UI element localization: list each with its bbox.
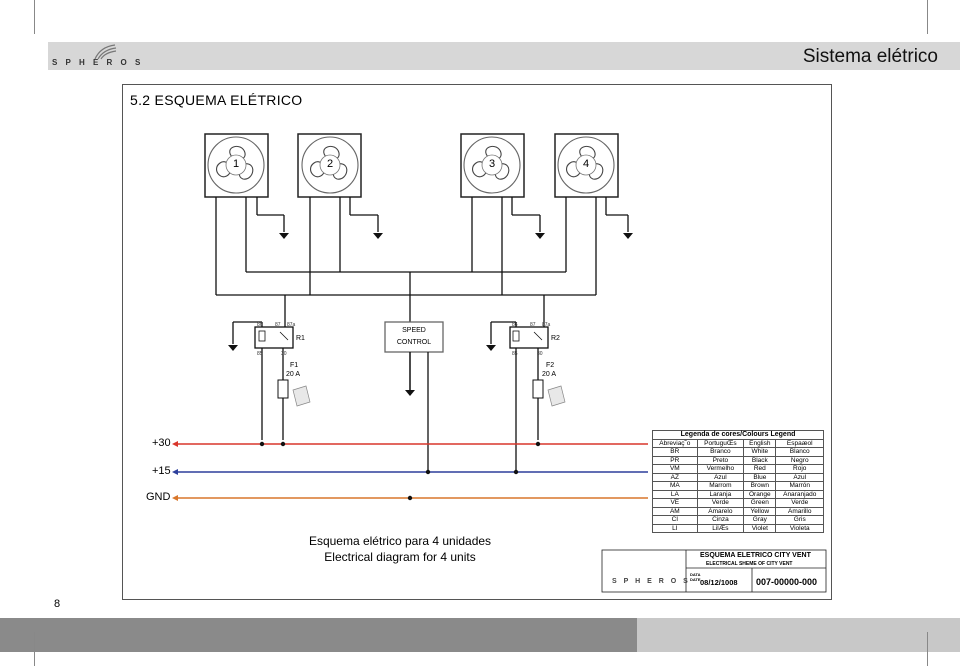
legend-cell: Verde <box>776 499 824 508</box>
legend-cell: Azul <box>776 473 824 482</box>
legend-cell: Blue <box>744 473 776 482</box>
relay-2-label: R2 <box>551 335 560 342</box>
legend-cell: Azul <box>697 473 744 482</box>
title-block-brand-logo: S P H E R O S <box>612 578 691 585</box>
legend-cell: Vermelho <box>697 465 744 474</box>
crop-mark-bottom-right <box>927 632 928 666</box>
svg-text:30: 30 <box>537 351 543 357</box>
legend-cell: AZ <box>653 473 698 482</box>
legend-cell: Black <box>744 456 776 465</box>
legend-cell: LI <box>653 524 698 533</box>
fan-label-4: 4 <box>582 158 590 170</box>
title-block-title: ESQUEMA ELETRICO CITY VENT <box>700 552 811 559</box>
svg-text:85: 85 <box>512 351 518 357</box>
legend-cell: Violeta <box>776 524 824 533</box>
fuse-2-rating: 20 A <box>542 371 557 378</box>
section-title: 5.2 ESQUEMA ELÉTRICO <box>130 92 303 108</box>
legend-cell: Preto <box>697 456 744 465</box>
legend-cell: Orange <box>744 490 776 499</box>
legend-cell: Amarelo <box>697 507 744 516</box>
legend-cell: Red <box>744 465 776 474</box>
legend-cell: Amarillo <box>776 507 824 516</box>
legend-cell: Gray <box>744 516 776 525</box>
caption-portuguese: Esquema elétrico para 4 unidades <box>308 534 492 548</box>
fuse-2-name: F2 <box>546 362 555 369</box>
page-title: Sistema elétrico <box>802 46 938 67</box>
title-block-subtitle: ELECTRICAL SHEME OF CITY VENT <box>706 561 793 567</box>
legend-cell: Rojo <box>776 465 824 474</box>
legend-cell: PR <box>653 456 698 465</box>
fan-label-1: 1 <box>232 158 240 170</box>
legend-header: Espaæol <box>776 439 824 448</box>
crop-mark-bottom-left <box>34 632 35 666</box>
legend-cell: Brown <box>744 482 776 491</box>
fuse-1-rating: 20 A <box>286 371 301 378</box>
svg-text:85: 85 <box>257 351 263 357</box>
legend-cell: VM <box>653 465 698 474</box>
legend-cell: Green <box>744 499 776 508</box>
legend-cell: Violet <box>744 524 776 533</box>
legend-cell: BR <box>653 448 698 457</box>
legend-cell: CI <box>653 516 698 525</box>
fan-label-3: 3 <box>488 158 496 170</box>
page-number: 8 <box>54 598 61 610</box>
legend-title: Legenda de cores/Colours Legend <box>653 431 824 440</box>
rail-label-plus30: +30 <box>152 437 171 449</box>
legend-header: Abreviaç˜o <box>653 439 698 448</box>
footer-bar-light <box>637 618 960 652</box>
rail-label-gnd: GND <box>146 491 171 503</box>
legend-cell: Anaranjado <box>776 490 824 499</box>
rail-label-plus15: +15 <box>152 465 171 477</box>
svg-text:86: 86 <box>512 322 518 328</box>
legend-header: English <box>744 439 776 448</box>
footer-bar-dark <box>0 618 637 652</box>
legend-cell: AM <box>653 507 698 516</box>
svg-text:87a: 87a <box>287 322 296 328</box>
fan-label-2: 2 <box>326 158 334 170</box>
legend-cell: Marrom <box>697 482 744 491</box>
relay-1-label: R1 <box>296 335 305 342</box>
legend-cell: Gris <box>776 516 824 525</box>
title-block-date-label: DATA DATE <box>690 572 701 582</box>
speed-control-label-2: CONTROL <box>396 339 432 346</box>
legend-cell: Laranja <box>697 490 744 499</box>
svg-text:86: 86 <box>257 322 263 328</box>
svg-text:87: 87 <box>275 322 281 328</box>
svg-text:87a: 87a <box>542 322 551 328</box>
brand-logo: S P H E R O S <box>52 58 144 67</box>
legend-cell: Blanco <box>776 448 824 457</box>
legend-header: PortuguŒs <box>697 439 744 448</box>
legend-cell: Yellow <box>744 507 776 516</box>
svg-text:87: 87 <box>530 322 536 328</box>
svg-text:30: 30 <box>281 351 287 357</box>
legend-cell: White <box>744 448 776 457</box>
speed-control-label-1: SPEED <box>402 327 426 334</box>
legend-cell: LA <box>653 490 698 499</box>
legend-cell: Branco <box>697 448 744 457</box>
legend-cell: Verde <box>697 499 744 508</box>
legend-cell: Marrón <box>776 482 824 491</box>
title-block-code: 007-00000-000 <box>756 577 818 587</box>
legend-cell: MA <box>653 482 698 491</box>
fuse-1-name: F1 <box>290 362 299 369</box>
legend-cell: Negro <box>776 456 824 465</box>
legend-cell: LilÆs <box>697 524 744 533</box>
legend-cell: Cinza <box>697 516 744 525</box>
caption-english: Electrical diagram for 4 units <box>324 550 476 564</box>
legend-cell: VE <box>653 499 698 508</box>
title-block-date: 08/12/1008 <box>700 578 738 587</box>
